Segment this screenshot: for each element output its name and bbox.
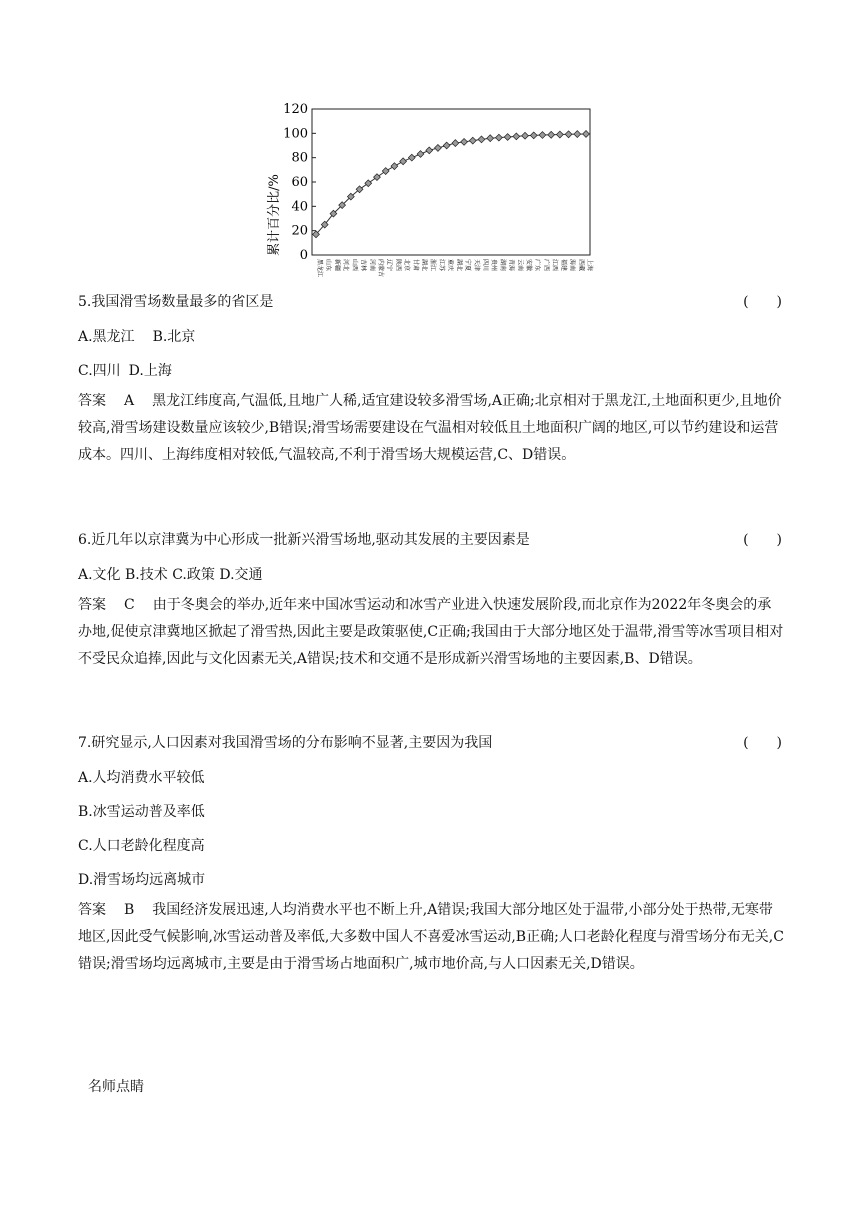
y-tick-label: 0 — [299, 248, 308, 263]
x-tick-label: 贵州 — [490, 259, 498, 272]
option-d: D.交通 — [219, 567, 263, 583]
question-5-stem: 5.我国滑雪场数量最多的省区是 — [78, 294, 274, 310]
data-point — [426, 147, 433, 154]
question-5-answer — [78, 388, 784, 469]
cumulative-percentage-chart — [250, 95, 610, 295]
x-tick-label: 青海 — [507, 259, 515, 272]
answer-key: B — [124, 902, 135, 918]
data-point — [443, 142, 450, 149]
x-tick-label: 湖北 — [420, 259, 428, 272]
option-a: A.黑龙江 — [78, 329, 135, 345]
option-b: B.北京 — [152, 329, 196, 345]
answer-label: 答案 — [78, 902, 106, 918]
x-tick-label: 湖南 — [498, 259, 506, 272]
x-tick-label: 宁夏 — [464, 259, 472, 272]
answer-explanation: 我国经济发展迅速,人均消费水平也不断上升,A错误;我国大部分地区处于温带,小部分处于热带,无寒带地区,因此受气候影响,冰雪运动普及率低,大多数中国人不喜爱冰雪运动,B正确;人口老龄化程度与滑雪场分布无关,C错误;滑雪场均远离城市,主要是由于滑雪场占地面积广,城市地价高,与人口因素无关,D错误。 — [78, 902, 784, 972]
question-6-stem: 6.近几年以京津冀为中心形成一批新兴滑雪场地,驱动其发展的主要因素是 — [78, 532, 530, 548]
x-tick-label: 甘肃 — [411, 259, 419, 272]
question-7-option-d: D.滑雪场均远离城市 — [78, 872, 206, 888]
x-tick-label: 新疆 — [333, 259, 341, 272]
y-tick-label: 40 — [291, 199, 308, 215]
data-point — [539, 132, 546, 139]
x-tick-label: 安徽 — [525, 259, 533, 272]
data-point — [417, 151, 424, 158]
x-tick-label: 西藏 — [577, 259, 585, 272]
x-tick-label: 云南 — [516, 259, 524, 272]
y-tick-label: 80 — [291, 150, 308, 166]
data-point — [487, 135, 494, 142]
x-tick-label: 山西 — [350, 259, 358, 272]
x-tick-label: 山东 — [324, 259, 332, 272]
x-tick-label: 北京 — [403, 259, 411, 272]
x-tick-label: 陕西 — [394, 259, 402, 272]
question-7-paren: ( ) — [743, 735, 782, 751]
chart-ylabel: 累计百分比/% — [267, 174, 282, 256]
question-7-option-a: A.人均消费水平较低 — [78, 770, 205, 786]
x-tick-label: 内蒙古 — [376, 259, 384, 278]
question-5-paren: ( ) — [743, 294, 782, 310]
data-point — [496, 134, 503, 141]
data-point — [469, 137, 476, 144]
y-tick-label: 20 — [291, 223, 308, 239]
tips-heading: 名师点睛 — [88, 1079, 144, 1095]
question-5-options-row-1 — [78, 326, 195, 346]
option-c: C.政策 — [172, 567, 215, 583]
question-7-option-b: B.冰雪运动普及率低 — [78, 804, 205, 820]
data-point — [556, 131, 563, 138]
question-5-options-row-2 — [78, 360, 172, 380]
question-6-answer — [78, 592, 784, 673]
answer-label: 答案 — [78, 393, 106, 409]
x-tick-label: 天津 — [472, 259, 480, 272]
x-tick-label: 江苏 — [437, 259, 445, 272]
x-tick-label: 湖北 — [455, 259, 463, 272]
x-tick-label: 河南 — [368, 259, 376, 272]
answer-explanation: 黑龙江纬度高,气温低,且地广人稀,适宜建设较多滑雪场,A正确;北京相对于黑龙江,土地面积更少,且地价较高,滑雪场建设数量应该较少,B错误;滑雪场需要建设在气温相对较低且土地面积广阔的地区,可以节约建设和运营成本。四川、上海纬度相对较低,气温较高,不利于滑雪场大规模运营,C、D错误。 — [78, 393, 782, 463]
data-point — [574, 131, 581, 138]
series-line — [316, 134, 586, 234]
option-d: D.上海 — [128, 363, 172, 379]
question-7-stem: 7.研究显示,人口因素对我国滑雪场的分布影响不显著,主要因为我国 — [78, 735, 493, 751]
question-6-paren: ( ) — [743, 532, 782, 548]
data-point — [504, 134, 511, 141]
x-tick-label: 河北 — [342, 259, 350, 272]
chart-frame — [312, 109, 590, 255]
x-tick-label: 广东 — [533, 259, 541, 272]
question-7-answer — [78, 897, 784, 978]
x-tick-label: 江西 — [551, 259, 559, 272]
data-point — [365, 180, 372, 187]
data-point — [548, 131, 555, 138]
x-tick-label: 四川 — [481, 259, 489, 272]
answer-label: 答案 — [78, 597, 106, 613]
data-point — [435, 145, 442, 152]
data-point — [461, 138, 468, 145]
x-tick-label: 上海 — [586, 259, 593, 272]
data-point — [583, 131, 590, 138]
data-point — [452, 140, 459, 147]
y-tick-label: 100 — [283, 126, 308, 142]
y-tick-label: 60 — [291, 175, 308, 190]
data-point — [530, 132, 537, 139]
x-tick-label: 黑龙江 — [316, 259, 323, 278]
data-point — [565, 131, 572, 138]
answer-key: C — [124, 597, 135, 613]
data-point — [513, 133, 520, 140]
x-tick-label: 海南 — [568, 259, 576, 272]
x-tick-label: 重庆 — [446, 259, 454, 272]
data-point — [391, 163, 398, 170]
x-tick-label: 广西 — [542, 259, 550, 272]
x-tick-label: 吉林 — [359, 259, 367, 272]
x-tick-label: 浙江 — [429, 259, 437, 272]
x-tick-label: 辽宁 — [385, 259, 393, 272]
x-tick-label: 福建 — [559, 259, 567, 272]
option-b: B.技术 — [125, 567, 168, 583]
data-point — [478, 136, 485, 143]
data-point — [374, 174, 381, 181]
question-6-options — [78, 564, 263, 584]
data-point — [408, 154, 415, 161]
y-tick-label: 120 — [283, 102, 308, 117]
data-point — [382, 168, 389, 175]
question-7-option-c: C.人口老龄化程度高 — [78, 838, 205, 854]
option-c: C.四川 — [78, 363, 121, 379]
answer-key: A — [124, 393, 135, 409]
option-a: A.文化 — [78, 567, 121, 583]
answer-explanation: 由于冬奥会的举办,近年来中国冰雪运动和冰雪产业进入快速发展阶段,而北京作为2022年冬奥会的承办地,促使京津冀地区掀起了滑雪热,因此主要是政策驱使,C正确;我国由于大部分地区处于温带,滑雪等冰雪项目相对不受民众追捧,因此与文化因素无关,A错误;技术和交通不是形成新兴滑雪场地的主要因素,B、D错误。 — [78, 597, 784, 667]
data-point — [400, 158, 407, 165]
data-point — [522, 132, 529, 139]
